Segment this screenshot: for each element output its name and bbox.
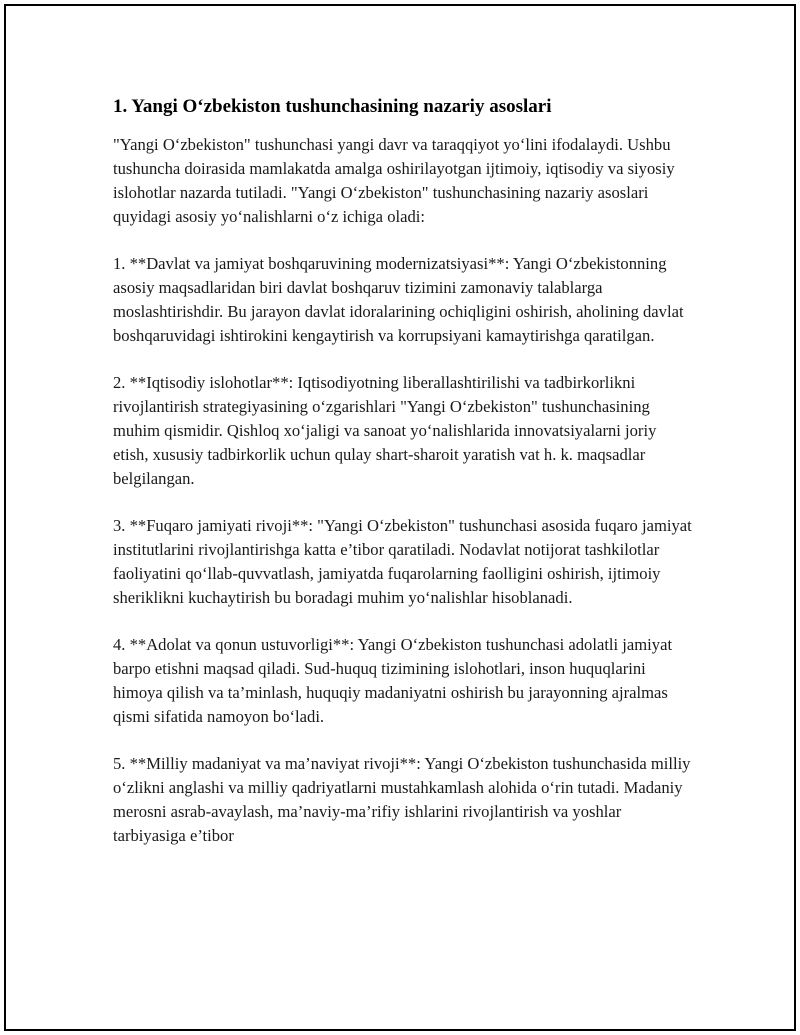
document-body	[113, 95, 695, 871]
paragraph-economic-reforms: 2. **Iqtisodiy islohotlar**: Iqtisodiyotning liberallashtirilishi va tadbirkorlikni rivojlantirish strategiyasining o‘zgarishlari "Yangi O‘zbekiston" tushunchasining muhim qismidir. Qishloq xo‘jaligi va sanoat yo‘nalishlarida innovatsiyalarni joriy etish, xususiy tadbirkorlik uchun qulay shart-sharoit yaratish vat h. k. maqsadlar belgilangan.	[113, 373, 657, 488]
section-heading: 1. Yangi O‘zbekiston tushunchasining nazariy asoslari	[113, 96, 552, 117]
intro-paragraph: "Yangi O‘zbekiston" tushunchasi yangi davr va taraqqiyot yo‘lini ifodalaydi. Ushbu tushuncha doirasida mamlakatda amalga oshirilayotgan ijtimoiy, iqtisodiy va siyosiy islohotlar nazarda tutiladi. "Yangi O‘zbekiston" tushunchasining nazariy asoslari quyidagi asosiy yo‘nalishlarni o‘z ichiga oladi:	[113, 135, 675, 226]
paragraph-governance-modernization: 1. **Davlat va jamiyat boshqaruvining modernizatsiyasi**: Yangi O‘zbekistonning asosiy maqsadlaridan biri davlat boshqaruv tizimini zamonaviy talablarga moslashtirishdir. Bu jarayon davlat idoralarining ochiqligini oshirish, aholining davlat boshqaruvidagi ishtirokini kengaytirish va korrupsiyani kamaytirishga qaratilgan.	[113, 254, 684, 345]
paragraph-civil-society: 3. **Fuqaro jamiyati rivoji**: "Yangi O‘zbekiston" tushunchasi asosida fuqaro jamiyat institutlarini rivojlantirishga katta e’tibor qaratiladi. Nodavlat notijorat tashkilotlar faoliyatini qo‘llab-quvvatlash, jamiyatda fuqarolarning faolligini oshirish, ijtimoiy sheriklikni kuchaytirish bu boradagi muhim yo‘nalishlar hisoblanadi.	[113, 516, 692, 607]
paragraph-culture-spirituality: 5. **Milliy madaniyat va ma’naviyat rivoji**: Yangi O‘zbekiston tushunchasida milliy o‘zlikni anglashi va milliy qadriyatlarni mustahkamlash alohida o‘rin tutadi. Madaniy merosni asrab-avaylash, ma’naviy-ma’rifiy ishlarini rivojlantirish va yoshlar tarbiyasiga e’tibor	[113, 754, 691, 845]
paragraph-justice-rule-of-law: 4. **Adolat va qonun ustuvorligi**: Yangi O‘zbekiston tushunchasi adolatli jamiyat barpo etishni maqsad qiladi. Sud-huquq tizimining islohotlari, inson huquqlarini himoya qilish va ta’minlash, huquqiy madaniyatni oshirish bu jarayonning ajralmas qismi sifatida namoyon bo‘ladi.	[113, 635, 673, 726]
